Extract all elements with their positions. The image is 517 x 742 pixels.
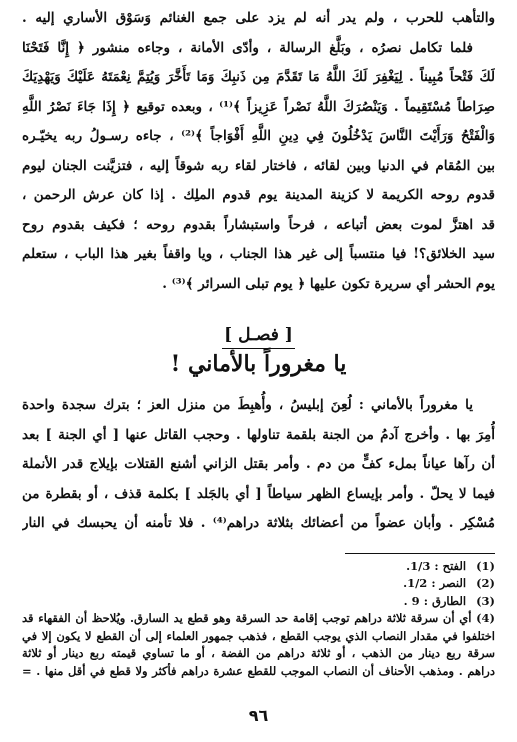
text-line: قد اهتزَّ لموت بعض أتباعه ، فرحاً واستبشاراً بقدوم روحه ؛ فكيف بقدوم روح xyxy=(22,216,495,233)
text-line: أن رآها عياناً بملء كفٍّ من دم . وأمر بقتل الزاني أشنع القتلات بإيلاج قدر الأنملة xyxy=(22,456,495,472)
footnote-3 xyxy=(22,593,495,611)
footnote-4-line: دراهم . ومذهب الأحناف أن النصاب الموجب للقطع عشرة دراهم فأكثر ولا قطع في أقل منها . = xyxy=(22,663,495,678)
text-line: والتأهب للحرب ، ولم يدر أنه لم يزد على جمع الغنائم وَسَوْق الأساري إليه . xyxy=(22,10,495,26)
footnote-text: النصر : 1/2. xyxy=(403,576,467,590)
body-text-bottom xyxy=(22,391,495,539)
footnote-4-line: سرقة ربع دينار من الذهب ، أو ثلاثة دراهم من الفضة ، أو ما تساوي قيمته ربع دينار أو ثلاثة xyxy=(22,646,495,660)
text-line: أُمِرَ بها . وأخرج آدمُ من الجنة بلقمة تناولها . وحجب القاتل عنها [ أي الجنة ] بعد xyxy=(22,426,495,443)
text-line: يوم الحشر أي سريرة تكون عليها ﴿ يوم تبلى السرائر ﴾⁽³⁾ . xyxy=(162,275,495,292)
text-line: فيما لا يحلّ . وأمر بإيساع الظهر سياطاً [ أي بالجَلد ] بكلمة قذف ، أو بقطرة من xyxy=(22,485,495,502)
text-line: مُسْكِر . وأبان عضواً من أعضائك بثلاثة دراهم⁽⁴⁾ . فلا تأمنه أن يحبسك في النار xyxy=(22,515,495,531)
text-line: صِرَاطاً مُسْتَقِيماً . وَيَنْصُرَكَ اللَّهُ نَصْراً عَزِيزاً ﴾⁽¹⁾ ، وبعده توقيع ﴿ إِذَا جَاءَ نَصْرُ اللَّهِ xyxy=(22,98,495,115)
footnote-text: الطارق : 9 . xyxy=(403,593,467,608)
text-line: قدوم روحه الكريمة لا كزينة المدينة يوم قدوم الملِك . إذا كان عرش الرحمن ، xyxy=(22,187,495,203)
text-line: لَكَ فَتْحاً مُبِيناً . لِيَغْفِرَ لَكَ اللَّهُ مَا تَقَدَّمَ مِن ذَنبِكَ وَمَا تَأَخَّرَ وَيُتِمَّ نِعْمَتَهُ عَلَيْكَ وَيَهْدِيَكَ xyxy=(22,69,495,85)
footnote-number: (2) xyxy=(476,576,495,590)
text-line: فلما تكامل نصرُه ، وبَلَّغ الرسالة ، وأدّى الأمانة ، وجاءه منشور ﴿ إِنَّا فَتَحْنَا xyxy=(22,39,473,56)
text-line: وَالْفَتْحُ وَرَأَيْتَ النَّاسَ يَدْخُلُونَ فِي دِينِ اللَّهِ أَفْوَاجاً ﴾⁽²⁾ ، جاءه رسـولُ ربه يخيّـره xyxy=(22,128,495,144)
footnotes xyxy=(22,558,495,681)
text-line: يا مغروراً بالأماني : لُعِنَ إبليسُ ، وأُهبِطَ من منزل العز ؛ بترك سجدة واحدة xyxy=(22,397,473,413)
footnote-2 xyxy=(22,575,495,593)
text-line: بين المُقام في الدنيا وبين لقائه ، فاختار لقاء ربه شوقاً إليه ، فتزيَّنت الجنان ليوم xyxy=(22,157,495,174)
section-label xyxy=(22,323,495,349)
page-number: ٩٦ xyxy=(248,706,269,725)
section-label-text: [ فصـل ] xyxy=(222,323,295,349)
footnote-1 xyxy=(22,558,495,576)
body-text-top xyxy=(22,4,495,299)
footnote-4-line: اختلفوا في مقدار النصاب الذي يوجب القطع ، فذهب جمهور العلماء إلى أن القطع لا يكون إلا في xyxy=(22,628,495,643)
section-title: يا مغروراً بالأماني ! xyxy=(170,351,347,377)
footnote-number: (1) xyxy=(476,558,495,573)
footnote-text: الفتح : 1/3. xyxy=(406,558,467,573)
footnote-4-line: (4) أي أن سرقة ثلاثة دراهم توجب إقامة حد السرقة وهو قطع يد السارق. ويُلاحظ أن الفقهاء قد xyxy=(22,611,495,625)
footnote-number: (3) xyxy=(476,593,495,608)
text-line: سيد الخلائق؟! فيا منتسباً إلى غير هذا الجناب ، ويا واقفاً بغير هذا الباب ، ستعلم xyxy=(22,246,495,262)
footnote-divider xyxy=(345,553,495,554)
